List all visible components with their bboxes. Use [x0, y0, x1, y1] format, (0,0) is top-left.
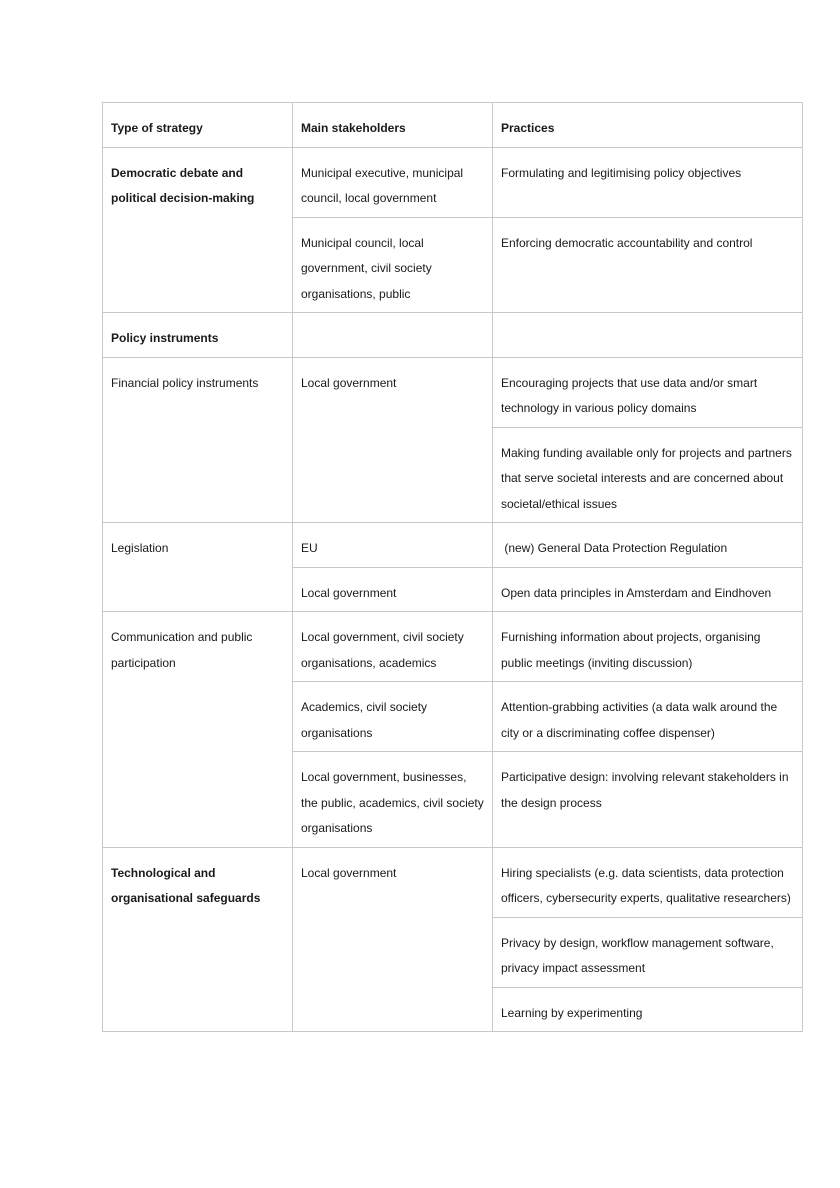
practices-cell: Encouraging projects that use data and/or smart technology in various policy domains	[493, 357, 803, 427]
strategy-technological-safeguards: Technological and organisational safeguards	[103, 847, 293, 1032]
strategy-policy-instruments: Policy instruments	[103, 313, 293, 358]
practices-cell: Making funding available only for projects and partners that serve societal interests and are concerned about societal/ethical issues	[493, 427, 803, 523]
practices-cell: Open data principles in Amsterdam and Eindhoven	[493, 567, 803, 612]
table-row	[103, 847, 803, 917]
practices-cell: Privacy by design, workflow management software, privacy impact assessment	[493, 917, 803, 987]
strategy-democratic-debate: Democratic debate and political decision-making	[103, 147, 293, 313]
stakeholders-cell: EU	[293, 523, 493, 568]
practices-cell: Learning by experimenting	[493, 987, 803, 1032]
strategy-table	[102, 102, 803, 1032]
practices-cell: Formulating and legitimising policy objectives	[493, 147, 803, 217]
strategy-communication: Communication and public participation	[103, 612, 293, 848]
header-practices: Practices	[493, 103, 803, 148]
strategy-legislation: Legislation	[103, 523, 293, 612]
header-type-of-strategy: Type of strategy	[103, 103, 293, 148]
stakeholders-cell: Local government	[293, 847, 493, 1032]
strategy-financial-policy-instruments: Financial policy instruments	[103, 357, 293, 523]
practices-cell: (new) General Data Protection Regulation	[493, 523, 803, 568]
table-row	[103, 147, 803, 217]
stakeholders-cell: Academics, civil society organisations	[293, 682, 493, 752]
table-row	[103, 357, 803, 427]
practices-cell: Hiring specialists (e.g. data scientists, data protection officers, cybersecurity experts, qualitative researchers)	[493, 847, 803, 917]
practices-cell: Furnishing information about projects, organising public meetings (inviting discussion)	[493, 612, 803, 682]
stakeholders-cell: Municipal executive, municipal council, local government	[293, 147, 493, 217]
table-row	[103, 313, 803, 358]
stakeholders-cell: Local government, businesses, the public, academics, civil society organisations	[293, 752, 493, 848]
stakeholders-cell: Municipal council, local government, civil society organisations, public	[293, 217, 493, 313]
table-row	[103, 523, 803, 568]
practices-cell: Enforcing democratic accountability and control	[493, 217, 803, 313]
practices-cell: Attention-grabbing activities (a data walk around the city or a discriminating coffee dispenser)	[493, 682, 803, 752]
header-main-stakeholders: Main stakeholders	[293, 103, 493, 148]
empty-cell	[493, 313, 803, 358]
practices-cell: Participative design: involving relevant stakeholders in the design process	[493, 752, 803, 848]
header-row	[103, 103, 803, 148]
stakeholders-cell: Local government	[293, 567, 493, 612]
stakeholders-cell: Local government, civil society organisations, academics	[293, 612, 493, 682]
stakeholders-cell: Local government	[293, 357, 493, 523]
table-row	[103, 612, 803, 682]
empty-cell	[293, 313, 493, 358]
